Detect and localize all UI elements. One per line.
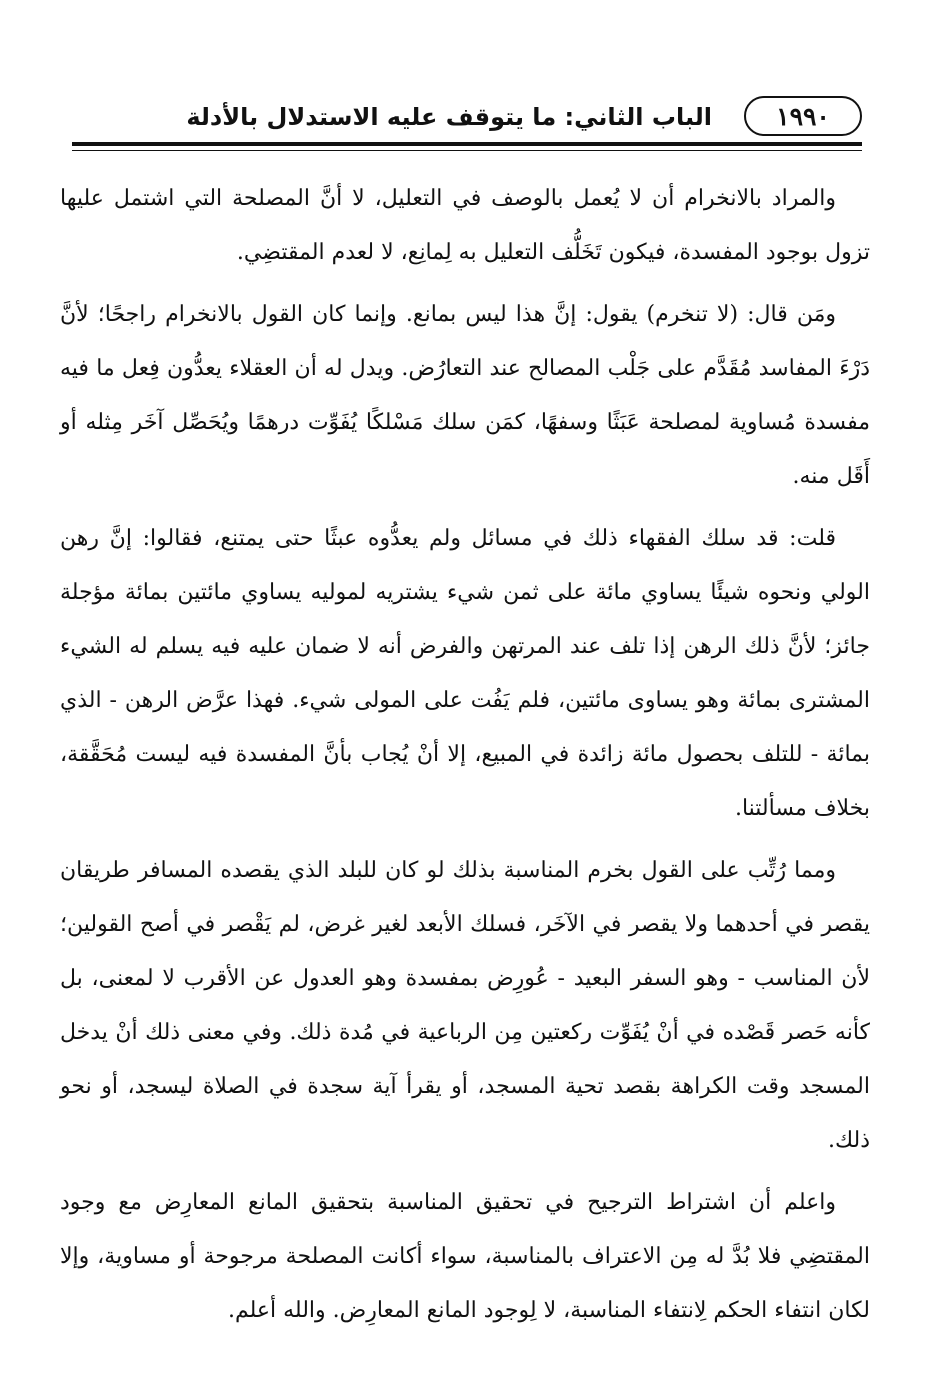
chapter-title: الباب الثاني: ما يتوقف عليه الاستدلال بالأدلة: [186, 103, 712, 131]
paragraph: ومما رُتِّب على القول بخرم المناسبة بذلك لو كان للبلد الذي يقصده المسافر طريقان يقصر في أحدهما ولا يقصر في الآخَر، فسلك الأبعد لغير غرض، لم يَقْصر في أصح القولين؛ لأن المناسب - وهو السفر البعيد - عُورِض بمفسدة وهو العدول عن الأقرب لا لمعنى، بل كأنه حَصر قَصْده في أنْ يُفَوِّت ركعتين مِن الرباعية في مُدة ذلك. وفي معنى ذلك أنْ يدخل المسجد وقت الكراهة بقصد تحية المسجد، أو يقرأ آية سجدة في الصلاة ليسجد، أو نحو ذلك.: [60, 858, 870, 1153]
paragraph: واعلم أن اشتراط الترجيح في تحقيق المناسبة بتحقيق المانع المعارِض مع وجود المقتضِي فلا بُدَّ له مِن الاعتراف بالمناسبة، سواء أكانت المصلحة مرجوحة أو مساوية، وإلا لكان انتفاء الحكم لِانتفاء المناسبة، لا لِوجود المانع المعارِض. والله أعلم.: [60, 1190, 870, 1323]
page-number: ١٩٩٠: [744, 96, 862, 136]
paragraph: والمراد بالانخرام أن لا يُعمل بالوصف في التعليل، لا أنَّ المصلحة التي اشتمل عليها تزول بوجود المفسدة، فيكون تَخَلُّف التعليل به لِمانِع، لا لعدم المقتضِي.: [60, 186, 870, 265]
header-divider-thick: [72, 142, 862, 146]
page-header: [72, 96, 862, 148]
body-text: [60, 172, 870, 1346]
paragraph: قلت: قد سلك الفقهاء ذلك في مسائل ولم يعدُّوه عبثًا حتى يمتنع، فقالوا: إنَّ رهن الولي ونحوه شيئًا يساوي مائة على ثمن شيء يشتريه لموليه يساوي مائتين بمائة مؤجلة جائز؛ لأنَّ ذلك الرهن إذا تلف عند المرتهن والفرض أنه لا ضمان عليه فيه يسلم له الشيء المشترى بمائة وهو يساوى مائتين، فلم يَفُت على المولى شيء. فهذا عرَّض الرهن - الذي بمائة - للتلف بحصول مائة زائدة في المبيع، إلا أنْ يُجاب بأنَّ المفسدة فيه ليست مُحَقَّقة، بخلاف مسألتنا.: [60, 526, 870, 821]
paragraph: ومَن قال: (لا تنخرم) يقول: إنَّ هذا ليس بمانع. وإنما كان القول بالانخرام راجحًا؛ لأنَّ دَرْءَ المفاسد مُقَدَّم على جَلْب المصالح عند التعارُض. ويدل له أن العقلاء يعدُّون فِعل ما فيه مفسدة مُساوية لمصلحة عَبَثًا وسفهًا، كمَن سلك مَسْلكًا يُفَوِّت درهمًا ويُحَصِّل آخَر مِثله أو أَقَل منه.: [60, 302, 870, 489]
header-divider-thin: [72, 150, 862, 151]
